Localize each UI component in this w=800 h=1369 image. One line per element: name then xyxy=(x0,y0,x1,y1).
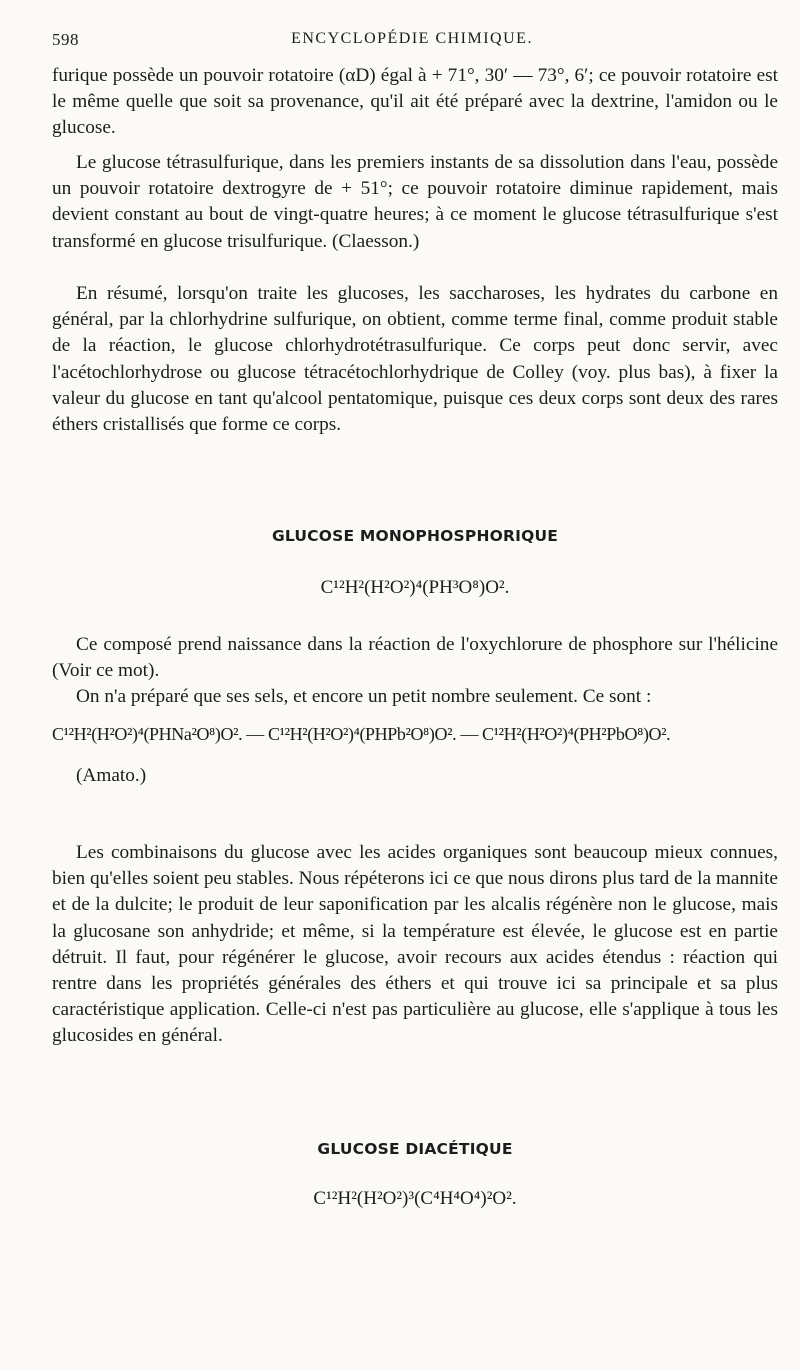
page-number: 598 xyxy=(52,30,79,49)
running-title: ENCYCLOPÉDIE CHIMIQUE. xyxy=(291,30,533,47)
formula-diacetique: C¹²H²(H²O²)³(C⁴H⁴O⁴)²O². xyxy=(313,1188,517,1209)
heading-glucose-diacetique: GLUCOSE DIACÉTIQUE xyxy=(317,1140,513,1158)
paragraph-composition: Ce composé prend naissance dans la réaction de l'oxychlorure de phosphore sur l'hélicine (Voir ce mot). xyxy=(52,634,778,682)
paragraph-summary: En résumé, lorsqu'on traite les glucoses, les saccharoses, les hydrates du carbone en général, par la chlorhydrine sulfurique, on obtient, comme terme final, comme produit stable de la réaction, le glucose chlorhydrotétrasulfurique. Ce corps peut donc servir, avec l'acétochlorhydrose ou glucose tétracétochlorhydrique de Colley (voy. plus bas), à fixer la valeur du glucose en tant qu'alcool pentatomique, puisque ces deux corps sont deux des rares éthers cristallisés que forme ce corps. xyxy=(52,283,778,436)
paragraph-salts-intro: On n'a préparé que ses sels, et encore un petit nombre seulement. Ce sont : xyxy=(76,686,652,707)
formula-monophosphorique: C¹²H²(H²O²)⁴(PH³O⁸)O². xyxy=(320,577,510,598)
citation-amato: (Amato.) xyxy=(76,765,147,786)
heading-glucose-monophosphorique: GLUCOSE MONOPHOSPHORIQUE xyxy=(271,527,559,545)
page-header xyxy=(52,30,772,54)
paragraph-tetrasulfuric: Le glucose tétrasulfurique, dans les premiers instants de sa dissolution dans l'eau, possède un pouvoir rotatoire dextrogyre de + 51°; ce pouvoir rotatoire diminue rapidement, mais devient constant au bout de vingt-quatre heures; à ce moment le glucose tétrasulfurique s'est transformé en glucose trisulfurique. (Claesson.) xyxy=(52,152,778,252)
paragraph-organic-acids: Les combinaisons du glucose avec les acides organiques sont beaucoup mieux connues, bien qu'elles soient peu stables. Nous répéterons ici ce que nous dirons plus tard de la mannite et de la dulcite; le produit de leur saponification par les alcalis régénère non le glucose, mais la glucosane son anhydride; et même, si la température est élevée, le glucose est en partie détruit. Il faut, pour régénérer le glucose, avoir recours aux acides étendus : réaction qui rentre dans les propriétés générales des éthers et qui trouve ici sa principale et sa plus caractéristique application. Celle-ci n'est pas particulière au glucose, elle s'applique à tous les glucosides en général. xyxy=(52,842,778,1047)
formula-salts-line: C¹²H²(H²O²)⁴(PHNa²O⁸)O². — C¹²H²(H²O²)⁴(PHPb²O⁸)O². — C¹²H²(H²O²)⁴(PH²PbO⁸)O². xyxy=(52,724,671,744)
paragraph-rotatory-power: furique possède un pouvoir rotatoire (αD) égal à + 71°, 30′ — 73°, 6′; ce pouvoir rotatoire est le même quelle que soit sa provenance, qu'il ait été préparé avec la dextrine, l'amidon ou le glucose. xyxy=(52,65,778,139)
